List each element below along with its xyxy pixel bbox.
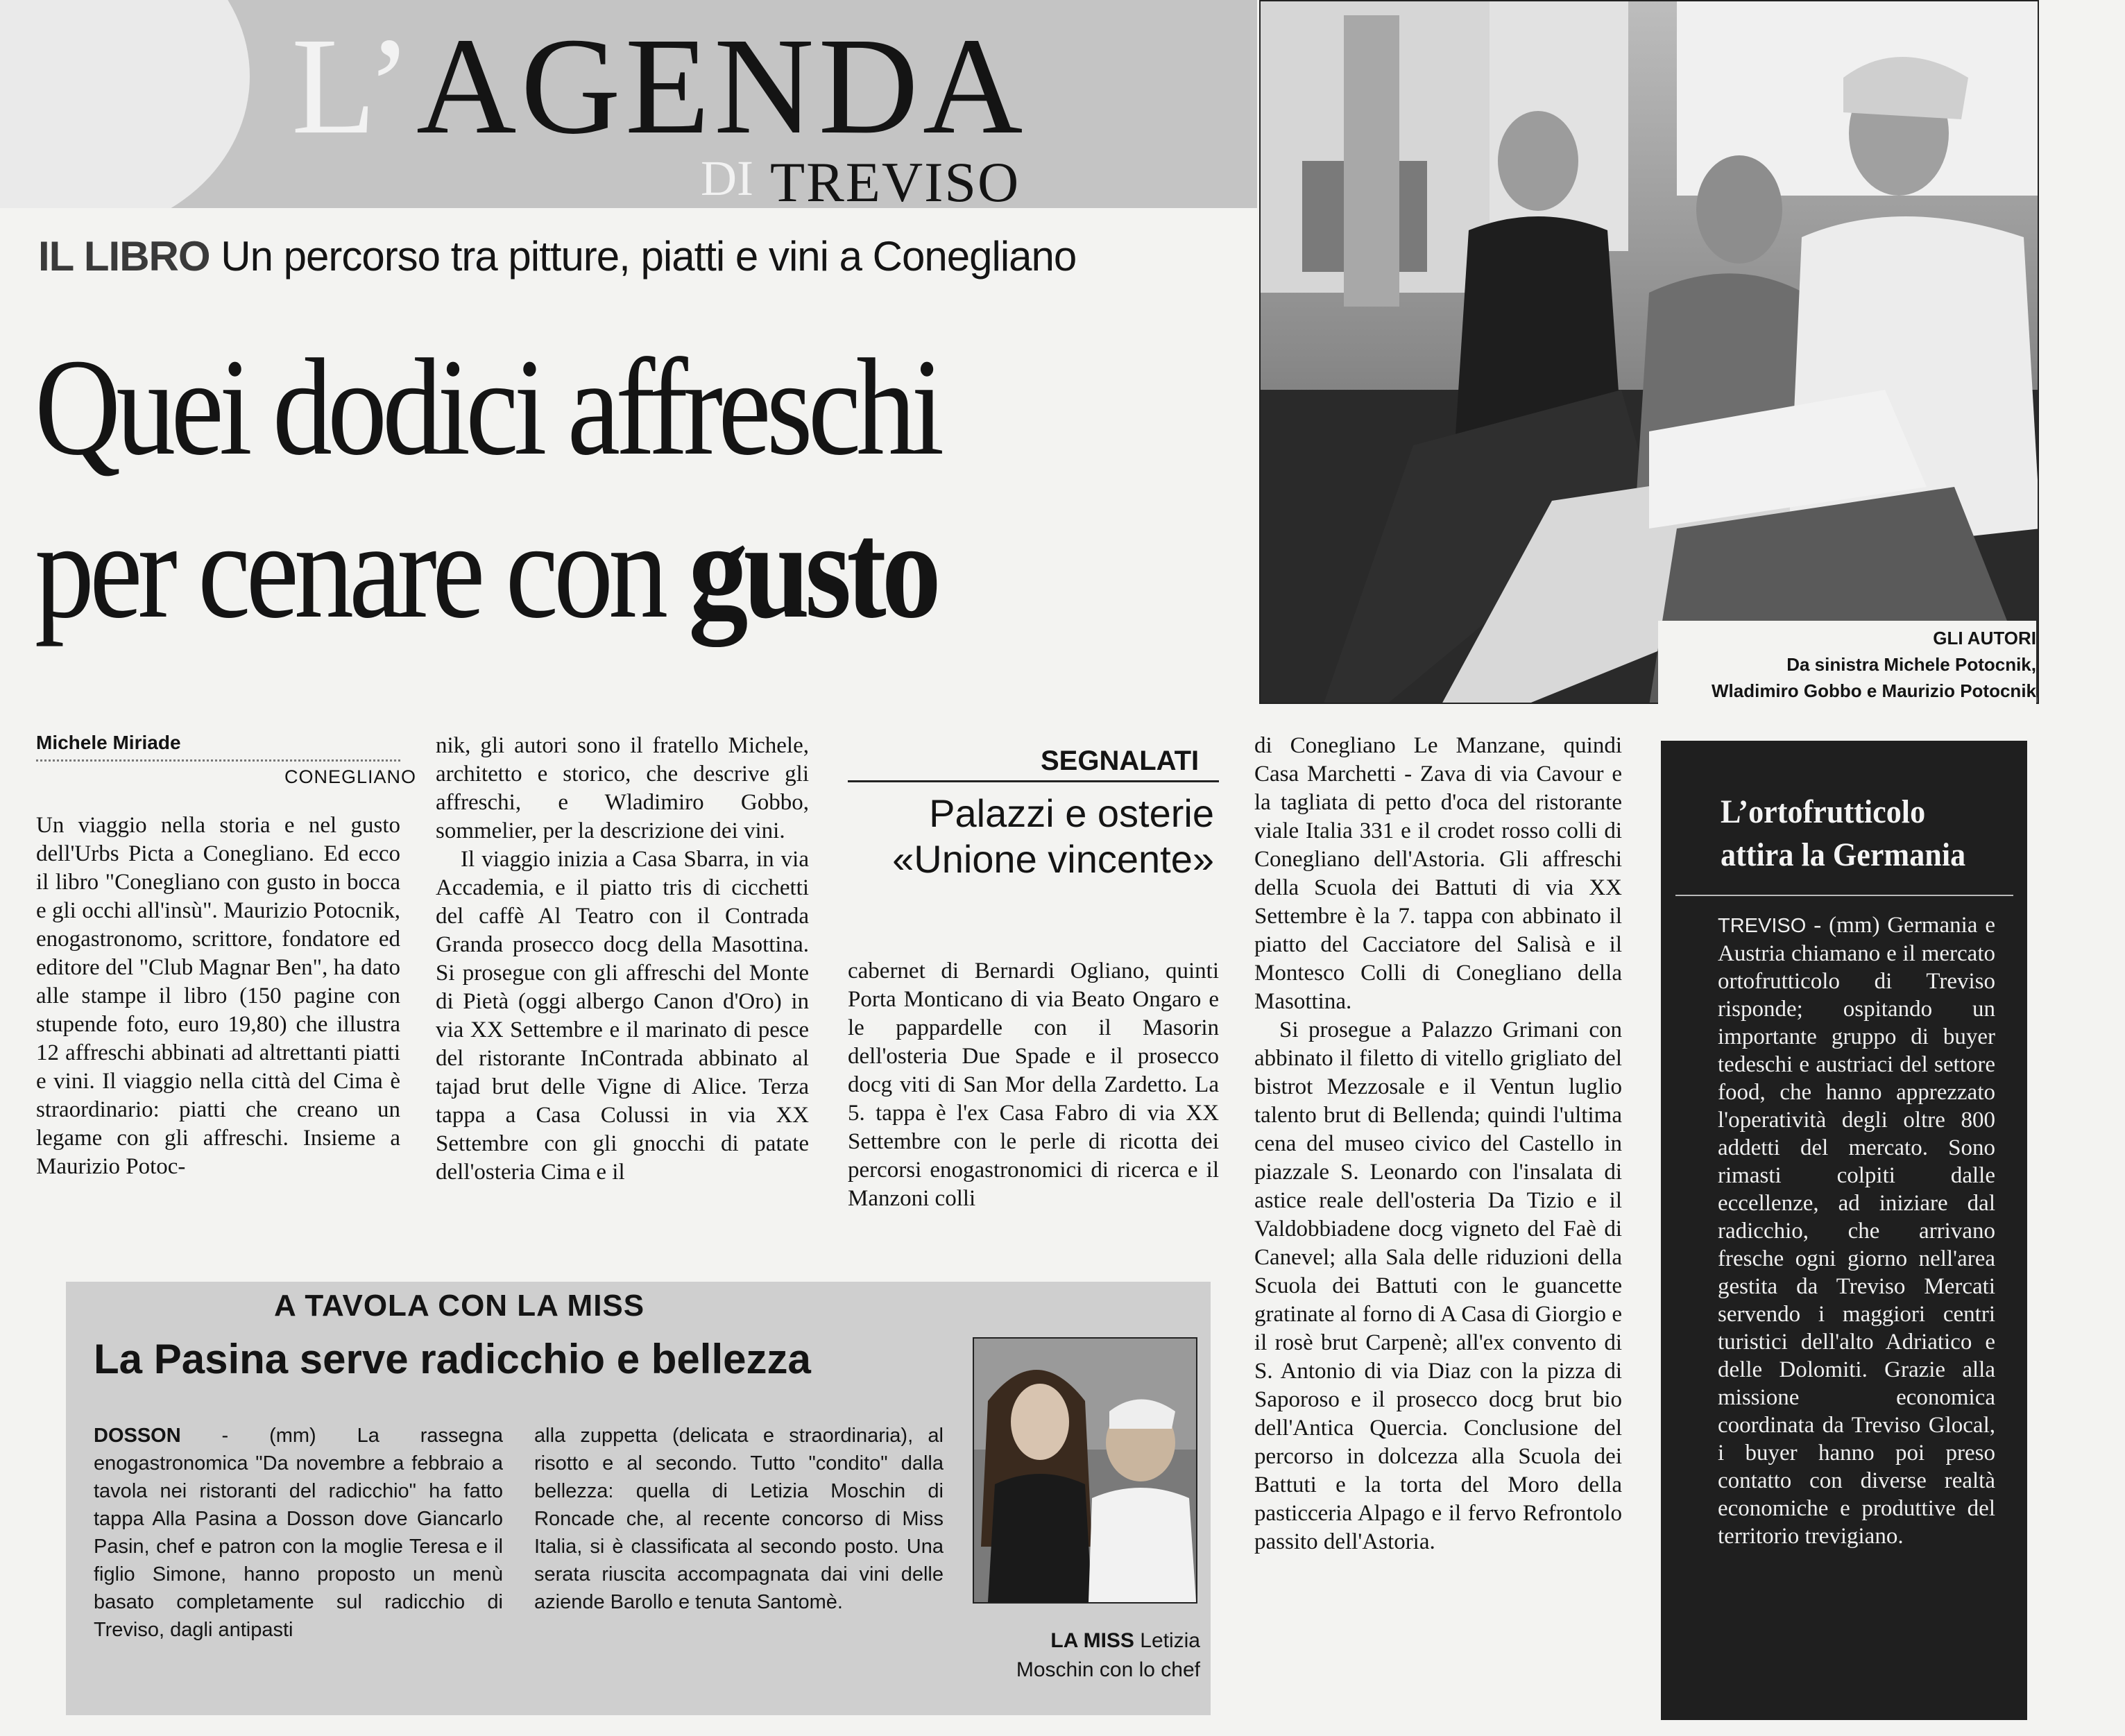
miss-caption (971, 1626, 1200, 1685)
segnalati-title-line-2: «Unione vincente» (892, 837, 1214, 881)
miss-caption-label: LA MISS (1050, 1629, 1134, 1652)
column-4-paragraph-1: di Conegliano Le Manzane, quindi Casa Marchetti - Zava di via Cavour e la tagliata di petto d'oca del ristorante viale Italia 331 e il crodet rosso colli di Conegliano dell'Astoria. Gli affreschi della Scuola dei Battuti di via XX Settembre è la 7. tappa con abbinato il piatto del Cacciatore del Salisà e il Montesco Colli di Conegliano della Masottina. (1254, 733, 1622, 1014)
sidebar-divider (1675, 895, 2013, 896)
segnalati-divider (848, 780, 1219, 782)
miss-column-2-paragraph: alla zuppetta (delicata e straordinaria), al risotto e al secondo. Tutto "condito" dalla bellezza: quella di Letizia Moschin di Roncade che, al recente concorso di Miss Italia, si è classificata al secondo posto. Una serata riuscita accompagnata dai vini delle aziende Barollo e tenuta Santomè. (534, 1425, 944, 1613)
article-column-2 (436, 732, 809, 1187)
sidebar-headline-line-1: L’ortofrutticolo (1721, 793, 1926, 830)
caption-line-2: Wladimiro Gobbo e Maurizio Potocnik (1711, 680, 2036, 701)
byline-author: Michele Miriade (36, 732, 181, 753)
sidebar-headline-line-2: attira la Germania (1721, 836, 1966, 873)
authors-photo (1259, 0, 2039, 704)
segnalati-label: SEGNALATI (1041, 746, 1200, 776)
miss-caption-line-2: Moschin con lo chef (1016, 1658, 1200, 1681)
sidebar-text: - (mm) Germania e Austria chiamano e il mercato ortofrutticolo di Treviso risponde; ospitando un importante gruppo di buyer tedeschi e austriaci del settore food, che hanno apprezzato l'operatività degli oltre 800 addetti del mercato. Sono rimasti colpiti dalle eccellenze, ad iniziare dal radicchio, che arrivano fresche ogni giorno nell'area gestita da Treviso Mercati servendo i maggiori centri turistici dell'alto Adriatico e delle Dolomiti. Grazie alla missione economica coordinata da Treviso Glocal, i buyer hanno poi preso contatto con diverse realtà economiche e produttive del territorio trevigiano. (1718, 913, 1995, 1549)
miss-column-1 (94, 1422, 503, 1644)
column-4-paragraph-2: Si prosegue a Palazzo Grimani con abbinato il filetto di vitello grigliato del bistrot Mezzosale e il Ventun luglio talento brut di Bellenda; quindi l'ultima cena del museo civico del Castello in piazzale S. Leonardo con l'insalata di astice reale dell'osteria Da Tizio e il Valdobbiadene docg vigneto del Faè di Canevel; alla Sala delle riduzioni della Scuola dei Battuti con le guancette gratinate al forno di A Casa di Giorgio e il rosè brut Carpenè; all'ex convento di S. Antonio di via Diaz con la pizza di Saporoso e il prosecco docg brut bio dell'Antica Quercia. Conclusione del percorso in dolcezza alla Scuola dei Battuti e la torta del Moro della pasticceria Alpago e il fervo Refrontolo passito dell'Astoria. (1254, 1017, 1622, 1554)
article-column-3 (848, 957, 1219, 1213)
sidebar-body (1718, 911, 1995, 1550)
miss-column-1-paragraph: DOSSON - (mm) La rassegna enogastronomica "Da novembre a febbraio a tavola nei ristoranti del radicchio" ha fatto tappa Alla Pasina a Dosson dove Giancarlo Pasin, chef e patron con la moglie Teresa e il figlio Simone, hanno proposto un menù basato completamente sul radicchio di Treviso, dagli antipasti (94, 1425, 503, 1641)
miss-dateline: DOSSON (94, 1425, 181, 1447)
headline-line-1: Quei dodici affreschi (35, 331, 940, 484)
article-headline (35, 326, 939, 652)
article-column-4 (1254, 732, 1622, 1556)
column-3-paragraph: cabernet di Bernardi Ogliano, quinti Porta Monticano di via Beato Ongaro e le pappardelle con il Masorin dell'osteria Due Spade e il prosecco docg viti di San Mor della Zardetto. La 5. tappa è l'ex Casa Fabro di via XX Settembre con le perle di ricotta dei percorsi enogastronomici di ricerca e il Manzoni colli (848, 959, 1219, 1211)
miss-caption-line-1: LA MISS Letizia (1050, 1629, 1200, 1652)
headline-emphasis: gusto (688, 494, 937, 647)
article-dateline: CONEGLIANO (284, 766, 417, 787)
photo-caption (1658, 621, 2036, 708)
column-2-paragraph-2: Il viaggio inizia a Casa Sbarra, in via Accademia, e il piatto tris di cicchetti del caffè Al Teatro con il Contrada Granda prosecco docg della Masottina. Si prosegue con gli affreschi del Monte di Pietà (oggi albergo Canon d'Oro) in via XX Settembre e il marinato di pesce del ristorante InContrada abbinato al tajad brut delle Vigne di Alice. Terza tappa a Casa Colussi in via XX Settembre con gli gnocchi di patate dell'osteria Cima e il (436, 847, 809, 1185)
miss-photo (973, 1337, 1197, 1604)
segnalati-title-line-1: Palazzi e osterie (929, 791, 1214, 835)
miss-column-2 (534, 1422, 944, 1616)
miss-title: La Pasina serve radicchio e bellezza (94, 1336, 811, 1382)
sidebar-dateline: TREVISO (1718, 915, 1807, 937)
article-kicker (38, 232, 1076, 280)
masthead-title: AGENDA (416, 10, 1027, 163)
segnalati-title (848, 791, 1214, 882)
sidebar-headline (1721, 791, 1988, 877)
kicker-text: Un percorso tra pitture, piatti e vini a Conegliano (221, 233, 1077, 280)
caption-label: GLI AUTORI (1933, 628, 2036, 648)
column-2-paragraph-1: nik, gli autori sono il fratello Michele, architetto e storico, che descrive gli affreschi, e Wladimiro Gobbo, sommelier, per la descrizione dei vini. (436, 733, 809, 843)
miss-kicker: A TAVOLA CON LA MISS (274, 1289, 645, 1323)
caption-line-1: Da sinistra Michele Potocnik, (1786, 654, 2036, 675)
kicker-label: IL LIBRO (38, 233, 210, 280)
masthead-sub-prefix: DI (701, 151, 753, 206)
headline-line-2: per cenare con gusto (35, 494, 937, 647)
masthead-city: TREVISO (770, 151, 1021, 214)
article-column-1 (36, 811, 400, 1181)
column-1-paragraph: Un viaggio nella storia e nel gusto dell'Urbs Picta a Conegliano. Ed ecco il libro "Conegliano con gusto in bocca e gli occhi all'insù". Maurizio Potocnik, enogastronomo, scrittore, fondatore ed editore del "Club Magnar Ben", ha dato alle stampe il libro (150 pagine con stupende foto, euro 19,80) che illustra 12 affreschi abbinati ad altrettanti piatti e vini. Il viaggio nella città del Cima è straordinario: piatti che creano un legame con gli affreschi. Insieme a Maurizio Potoc- (36, 813, 400, 1179)
byline-divider (36, 759, 400, 762)
masthead-prefix: L’ (291, 10, 416, 163)
